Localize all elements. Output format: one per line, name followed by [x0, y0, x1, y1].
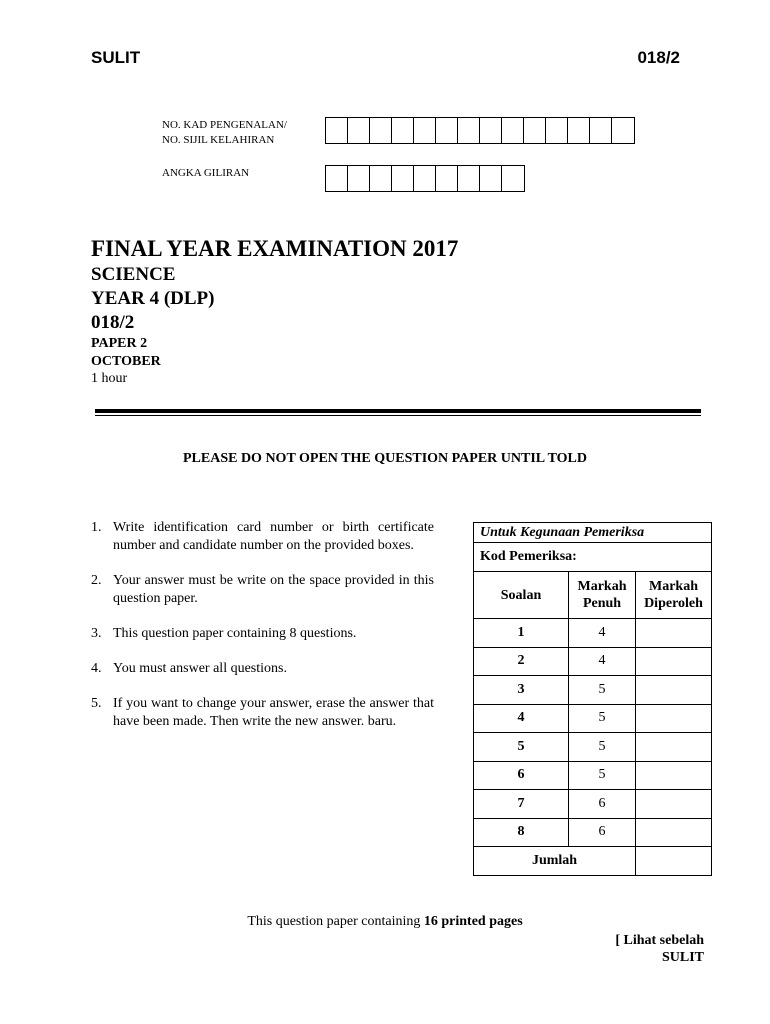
- instruction-number: 4.: [91, 661, 102, 676]
- exam-title: FINAL YEAR EXAMINATION 2017: [91, 236, 459, 261]
- digit-box[interactable]: [458, 166, 480, 191]
- question-number: 2: [474, 647, 569, 676]
- ic-label-line1: NO. KAD PENGENALAN/: [162, 119, 287, 131]
- table-row: [474, 647, 712, 676]
- digit-box[interactable]: [348, 118, 370, 143]
- header-sulit: SULIT: [91, 48, 141, 67]
- digit-box[interactable]: [590, 118, 612, 143]
- page-count-prefix: This question paper containing: [247, 914, 424, 929]
- roll-label: ANGKA GILIRAN: [162, 167, 250, 179]
- digit-box[interactable]: [436, 166, 458, 191]
- table-row: [474, 761, 712, 790]
- col-header-full-line2: Penuh: [582, 596, 622, 611]
- digit-box[interactable]: [568, 118, 590, 143]
- marks-obtained-cell[interactable]: [636, 761, 712, 790]
- digit-box[interactable]: [348, 166, 370, 191]
- marks-obtained-cell[interactable]: [636, 704, 712, 733]
- col-header-got-line2: Diperoleh: [644, 596, 703, 611]
- exam-paper: PAPER 2: [91, 336, 148, 351]
- table-row: [474, 619, 712, 648]
- digit-box[interactable]: [326, 118, 348, 143]
- turn-over-note: [ Lihat sebelah: [615, 933, 704, 948]
- exam-month: OCTOBER: [91, 354, 161, 369]
- instruction-item: [91, 625, 434, 643]
- question-number: 6: [474, 761, 569, 790]
- ic-label-line2: NO. SIJIL KELAHIRAN: [162, 134, 275, 146]
- instruction-text: If you want to change your answer, erase the answer that have been made. Then write the new answer. baru.: [113, 696, 434, 729]
- warning-text: PLEASE DO NOT OPEN THE QUESTION PAPER UNTIL TOLD: [182, 451, 588, 466]
- full-marks: 4: [569, 647, 636, 676]
- marks-obtained-cell[interactable]: [636, 647, 712, 676]
- total-row: [474, 847, 712, 876]
- marks-obtained-cell[interactable]: [636, 790, 712, 819]
- marks-obtained-cell[interactable]: [636, 818, 712, 847]
- digit-box[interactable]: [370, 118, 392, 143]
- examiner-table-title: Untuk Kegunaan Pemeriksa: [474, 523, 712, 543]
- total-marks-cell[interactable]: [636, 847, 712, 876]
- full-marks: 5: [569, 733, 636, 762]
- marks-obtained-cell[interactable]: [636, 619, 712, 648]
- ic-number-boxes[interactable]: [325, 117, 635, 144]
- page-count-bold: 16 printed pages: [423, 914, 523, 929]
- digit-box[interactable]: [502, 118, 524, 143]
- instruction-item: [91, 519, 434, 555]
- marks-obtained-cell[interactable]: [636, 676, 712, 705]
- instruction-item: [91, 660, 434, 678]
- digit-box[interactable]: [502, 166, 524, 191]
- full-marks: 5: [569, 761, 636, 790]
- digit-box[interactable]: [414, 118, 436, 143]
- col-header-full-marks: [569, 572, 636, 619]
- question-number: 8: [474, 818, 569, 847]
- ic-label: [162, 118, 287, 148]
- examiner-code-label: Kod Pemeriksa:: [474, 543, 712, 572]
- marks-obtained-cell[interactable]: [636, 733, 712, 762]
- instruction-number: 5.: [91, 696, 102, 711]
- full-marks: 5: [569, 704, 636, 733]
- digit-box[interactable]: [414, 166, 436, 191]
- digit-box[interactable]: [370, 166, 392, 191]
- page-count-note: [0, 914, 770, 930]
- table-row: [474, 704, 712, 733]
- question-number: 1: [474, 619, 569, 648]
- table-row: [474, 790, 712, 819]
- digit-box[interactable]: [326, 166, 348, 191]
- digit-box[interactable]: [524, 118, 546, 143]
- instruction-text: Write identification card number or birth certificate number and candidate number on the provided boxes.: [113, 520, 434, 553]
- examiner-table: [473, 522, 712, 876]
- instructions-list: [91, 519, 434, 748]
- instruction-item: [91, 695, 434, 731]
- instruction-number: 3.: [91, 626, 102, 641]
- question-number: 5: [474, 733, 569, 762]
- digit-box[interactable]: [392, 166, 414, 191]
- total-label: Jumlah: [474, 847, 636, 876]
- digit-box[interactable]: [480, 118, 502, 143]
- col-header-marks-obtained: [636, 572, 712, 619]
- digit-box[interactable]: [546, 118, 568, 143]
- question-number: 3: [474, 676, 569, 705]
- full-marks: 6: [569, 790, 636, 819]
- table-row: [474, 733, 712, 762]
- instruction-item: [91, 572, 434, 608]
- instruction-text: You must answer all questions.: [113, 661, 287, 676]
- col-header-question: Soalan: [474, 572, 569, 619]
- exam-subject: SCIENCE: [91, 264, 176, 285]
- question-number: 4: [474, 704, 569, 733]
- instruction-text: Your answer must be write on the space provided in this question paper.: [113, 573, 434, 606]
- exam-year: YEAR 4 (DLP): [91, 288, 215, 309]
- digit-box[interactable]: [612, 118, 634, 143]
- full-marks: 5: [569, 676, 636, 705]
- divider-thick: [95, 409, 701, 413]
- col-header-got-line1: Markah: [649, 579, 698, 594]
- digit-box[interactable]: [436, 118, 458, 143]
- digit-box[interactable]: [480, 166, 502, 191]
- full-marks: 6: [569, 818, 636, 847]
- roll-number-boxes[interactable]: [325, 165, 525, 192]
- digit-box[interactable]: [458, 118, 480, 143]
- instruction-text: This question paper containing 8 questions.: [113, 626, 357, 641]
- divider-thin: [95, 415, 701, 416]
- digit-box[interactable]: [392, 118, 414, 143]
- table-row: [474, 818, 712, 847]
- exam-code: 018/2: [91, 312, 135, 333]
- instruction-number: 1.: [91, 520, 102, 535]
- question-number: 7: [474, 790, 569, 819]
- table-row: [474, 676, 712, 705]
- header-code: 018/2: [637, 48, 680, 67]
- footer-sulit: SULIT: [661, 950, 704, 965]
- full-marks: 4: [569, 619, 636, 648]
- exam-duration: 1 hour: [91, 371, 128, 386]
- instruction-number: 2.: [91, 573, 102, 588]
- col-header-full-line1: Markah: [577, 579, 627, 594]
